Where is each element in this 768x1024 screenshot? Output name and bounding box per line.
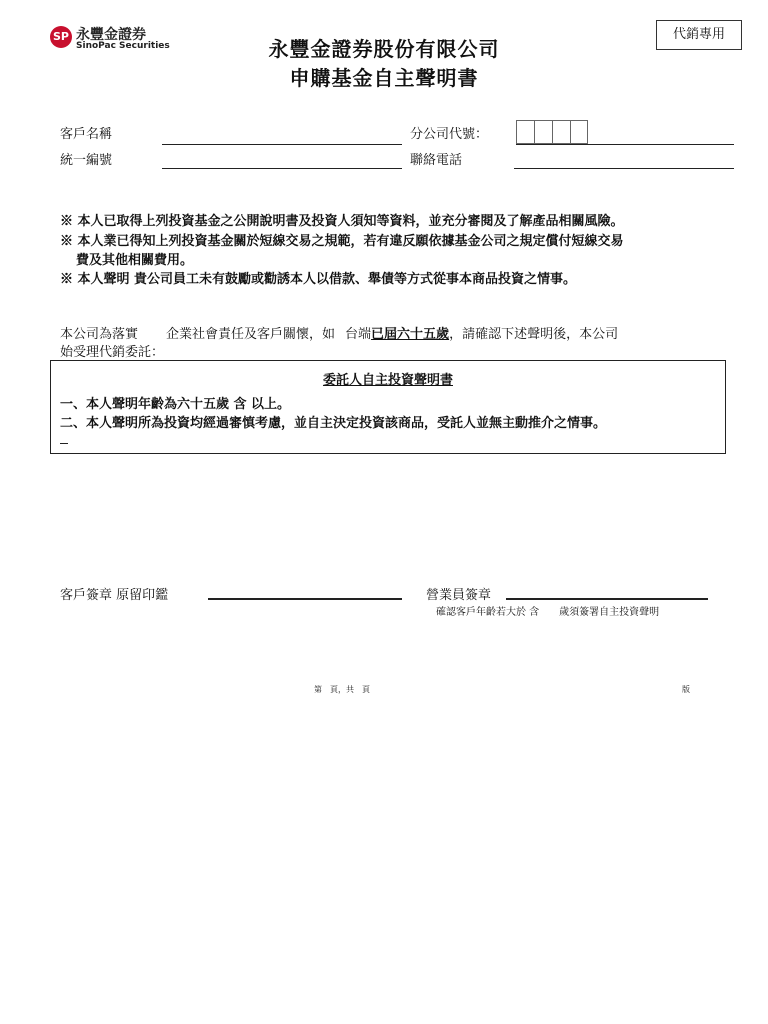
version-label: 版 [682, 685, 690, 694]
intro-part2: 企業社會責任及客戶關懷，如 [166, 327, 336, 342]
branch-code-box[interactable] [516, 120, 534, 144]
page-number: 第 頁，共 頁 [314, 685, 370, 694]
intro-line2: 始受理代銷委託： [60, 345, 165, 360]
company-title: 永豐金證券股份有限公司 [268, 37, 500, 61]
logo-name-cn: 永豐金證券 [76, 27, 146, 43]
notice-prospectus: ※ 本人已取得上列投資基金之公開說明書及投資人須知等資料，並充分審閱及了解產品相關風險。 [60, 214, 624, 229]
branch-code-box[interactable] [534, 120, 552, 144]
branch-code-box[interactable] [570, 120, 588, 144]
customer-signature-field[interactable] [208, 598, 402, 600]
intro-part4: ，請確認下述聲明後，本公司 [449, 327, 619, 342]
logo-name-en: SinoPac Securities [76, 41, 170, 51]
notice-short-term-trading: ※ 本人業已得知上列投資基金關於短線交易之規範，若有違反願依據基金公司之規定償付短線交易 [60, 234, 624, 249]
id-number-label: 統一編號 [60, 153, 113, 168]
id-number-field[interactable] [162, 168, 402, 169]
declaration-item-age: 一、本人聲明年齡為六十五歲 含 以上。 [60, 397, 291, 412]
age-65-highlight: 已屆六十五歲 [371, 327, 450, 342]
phone-field[interactable] [514, 168, 734, 169]
salesperson-signature-field[interactable] [506, 598, 708, 600]
notice-short-term-trading-cont: 費及其他相關費用。 [76, 253, 194, 268]
branch-code-label: 分公司代號： [410, 127, 489, 142]
salesperson-signature-label: 營業員簽章 [426, 588, 492, 603]
branch-code-boxes[interactable] [516, 120, 588, 144]
distribution-only-badge: 代銷專用 [656, 20, 742, 50]
customer-name-field[interactable] [162, 144, 402, 145]
notice-no-borrowing: ※ 本人聲明 貴公司員工未有鼓勵或勸誘本人以借款、舉債等方式從事本商品投資之情事。 [60, 272, 577, 287]
customer-name-label: 客戶名稱 [60, 127, 113, 142]
intro-paragraph [60, 323, 618, 342]
form-title: 申購基金自主聲明書 [289, 66, 479, 90]
branch-code-underline [516, 144, 734, 145]
text-cursor-mark [60, 443, 68, 444]
sinopac-logo-icon: SP [50, 26, 72, 48]
intro-part1: 本公司為落實 [60, 327, 139, 342]
intro-part3: 台端 [345, 327, 372, 342]
branch-code-box[interactable] [552, 120, 570, 144]
phone-label: 聯絡電話 [410, 153, 463, 168]
age-confirmation-note: 確認客戶年齡若大於 含 歲須簽署自主投資聲明 [436, 607, 660, 618]
declaration-box [50, 360, 726, 454]
declaration-item-self-decision: 二、本人聲明所為投資均經過審慎考慮，並自主決定投資該商品，受託人並無主動推介之情事。 [60, 416, 607, 431]
customer-signature-label: 客戶簽章 原留印鑑 [60, 588, 169, 603]
declaration-title: 委託人自主投資聲明書 [322, 373, 453, 388]
